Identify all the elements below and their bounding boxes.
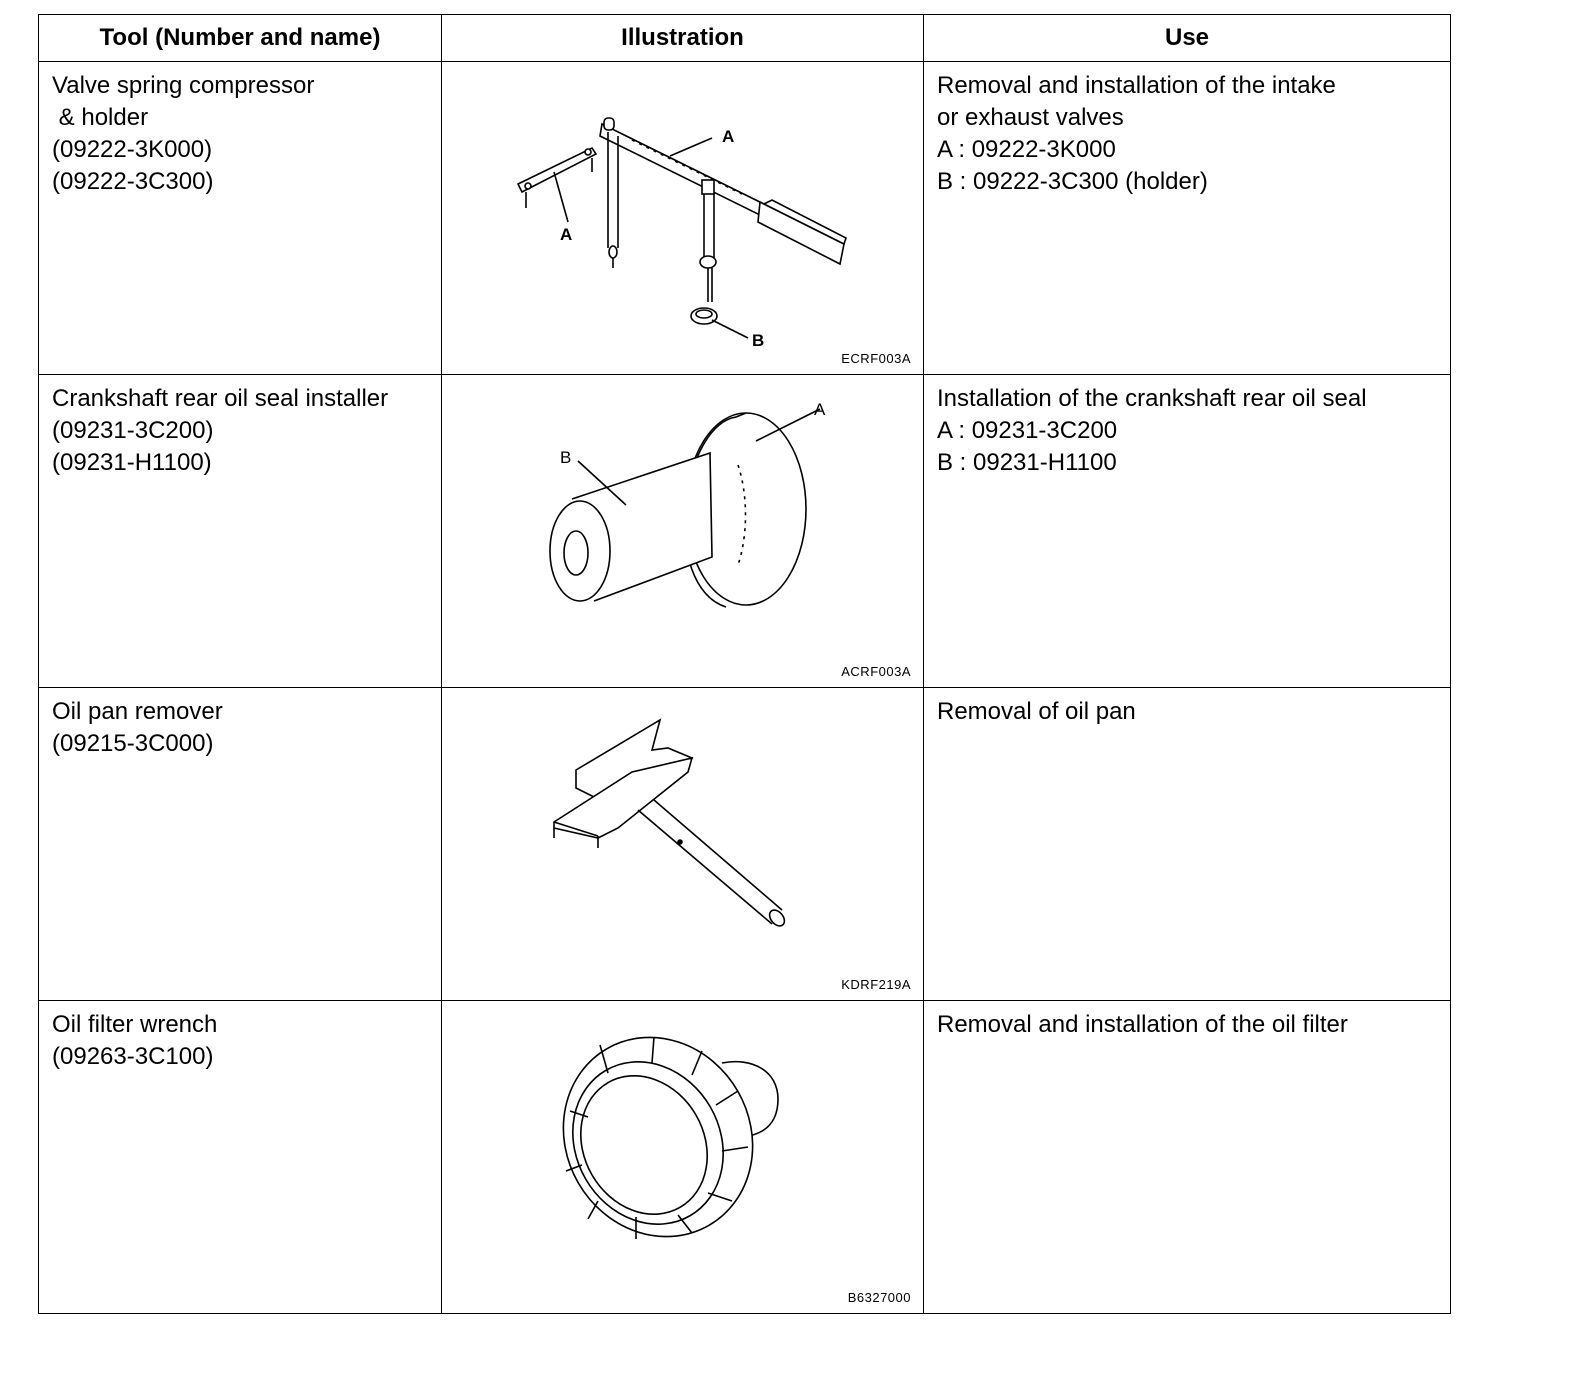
use-cell	[924, 688, 1451, 1001]
tool-number: (09231-H1100)	[52, 449, 212, 476]
tool-name: Crankshaft rear oil seal installer	[52, 385, 389, 412]
tool-number: (09215-3C000)	[52, 730, 214, 757]
tool-name: & holder	[52, 104, 149, 131]
table-row	[39, 62, 1451, 375]
use-text: Removal and installation of the oil filter	[937, 1011, 1348, 1038]
tool-cell	[39, 688, 442, 1001]
use-text: Removal and installation of the intake	[937, 72, 1336, 99]
use-cell	[924, 62, 1451, 375]
header-row	[39, 15, 1451, 62]
figure-code: ECRF003A	[841, 351, 911, 366]
callout-label: A	[722, 127, 735, 146]
tool-cell	[39, 375, 442, 688]
header-illustration: Illustration	[442, 15, 924, 62]
oil-filter-wrench-icon	[442, 1001, 924, 1313]
table-row	[39, 688, 1451, 1001]
tool-name: Oil filter wrench	[52, 1011, 218, 1038]
use-text: B : 09231-H1100	[937, 449, 1117, 476]
illustration-cell	[442, 688, 924, 1001]
table-row	[39, 1001, 1451, 1314]
callout-label: A	[560, 225, 573, 244]
callout-label: B	[560, 448, 572, 467]
tool-cell	[39, 62, 442, 375]
use-text: or exhaust valves	[937, 104, 1124, 131]
use-text: A : 09231-3C200	[937, 417, 1118, 444]
illustration-cell	[442, 1001, 924, 1314]
use-cell	[924, 375, 1451, 688]
use-cell	[924, 1001, 1451, 1314]
oil-seal-installer-icon	[442, 375, 924, 687]
tool-cell	[39, 1001, 442, 1314]
table-row	[39, 375, 1451, 688]
use-text: Installation of the crankshaft rear oil seal	[937, 385, 1367, 412]
tool-name: Valve spring compressor	[52, 72, 315, 99]
tool-number: (09231-3C200)	[52, 417, 214, 444]
oil-pan-remover-icon	[442, 688, 924, 1000]
illustration-cell	[442, 375, 924, 688]
use-text: Removal of oil pan	[937, 698, 1136, 725]
figure-code: ACRF003A	[841, 664, 911, 679]
illustration-cell	[442, 62, 924, 375]
tool-number: (09263-3C100)	[52, 1043, 214, 1070]
callout-label: B	[752, 331, 765, 350]
use-text: B : 09222-3C300 (holder)	[937, 168, 1208, 195]
header-tool: Tool (Number and name)	[39, 15, 442, 62]
special-tools-table	[38, 14, 1451, 1314]
tool-number: (09222-3K000)	[52, 136, 213, 163]
figure-code: B6327000	[847, 1290, 911, 1305]
valve-spring-compressor-icon	[442, 62, 924, 374]
use-text: A : 09222-3K000	[937, 136, 1116, 163]
header-use: Use	[924, 15, 1451, 62]
callout-label: A	[814, 400, 826, 419]
tool-name: Oil pan remover	[52, 698, 223, 725]
figure-code: KDRF219A	[841, 977, 911, 992]
tool-number: (09222-3C300)	[52, 168, 214, 195]
